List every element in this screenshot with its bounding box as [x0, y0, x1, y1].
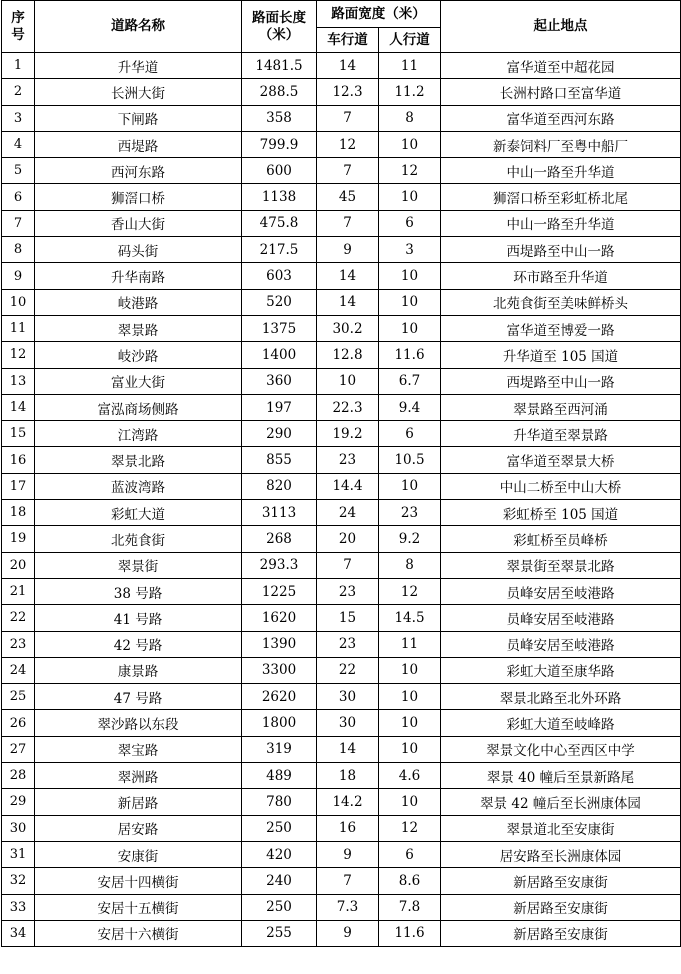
- cell-road-name: 升华南路: [35, 263, 242, 289]
- cell-serial: 19: [2, 526, 35, 552]
- table-row: [2, 552, 681, 578]
- cell-length: 1800: [242, 710, 317, 736]
- cell-length: 290: [242, 421, 317, 447]
- cell-road-name: 42 号路: [35, 631, 242, 657]
- cell-carriageway: 9: [317, 841, 379, 867]
- cell-road-name: 康景路: [35, 657, 242, 683]
- cell-start-end: 员峰安居至岐港路: [441, 631, 681, 657]
- cell-start-end: 西堤路至中山一路: [441, 237, 681, 263]
- cell-carriageway: 19.2: [317, 421, 379, 447]
- cell-sidewalk: 4.6: [379, 763, 441, 789]
- cell-carriageway: 14: [317, 289, 379, 315]
- cell-serial: 13: [2, 368, 35, 394]
- cell-length: 268: [242, 526, 317, 552]
- cell-sidewalk: 6.7: [379, 368, 441, 394]
- cell-carriageway: 22: [317, 657, 379, 683]
- table-row: [2, 868, 681, 894]
- cell-serial: 9: [2, 263, 35, 289]
- cell-length: 1481.5: [242, 53, 317, 79]
- cell-length: 1400: [242, 342, 317, 368]
- cell-start-end: 新泰饲料厂至粤中船厂: [441, 131, 681, 157]
- cell-road-name: 西河东路: [35, 158, 242, 184]
- cell-carriageway: 30.2: [317, 315, 379, 341]
- cell-road-name: 岐沙路: [35, 342, 242, 368]
- cell-road-name: 翠景路: [35, 315, 242, 341]
- cell-start-end: 中山一路至升华道: [441, 158, 681, 184]
- table-row: [2, 736, 681, 762]
- cell-length: 603: [242, 263, 317, 289]
- cell-sidewalk: 11: [379, 631, 441, 657]
- table-row: [2, 342, 681, 368]
- cell-road-name: 长洲大街: [35, 79, 242, 105]
- table-row: [2, 394, 681, 420]
- header-road-name: 道路名称: [35, 1, 242, 53]
- cell-sidewalk: 9.4: [379, 394, 441, 420]
- cell-start-end: 狮滘口桥至彩虹桥北尾: [441, 184, 681, 210]
- cell-length: 217.5: [242, 237, 317, 263]
- cell-start-end: 翠景文化中心至西区中学: [441, 736, 681, 762]
- table-row: [2, 578, 681, 604]
- cell-start-end: 北苑食街至美味鲜桥头: [441, 289, 681, 315]
- table-row: [2, 684, 681, 710]
- cell-start-end: 翠景 42 幢后至长洲康体园: [441, 789, 681, 815]
- cell-length: 600: [242, 158, 317, 184]
- cell-length: 255: [242, 920, 317, 946]
- cell-sidewalk: 10: [379, 315, 441, 341]
- cell-start-end: 翠景路至西河涌: [441, 394, 681, 420]
- cell-serial: 29: [2, 789, 35, 815]
- cell-carriageway: 15: [317, 605, 379, 631]
- cell-length: 358: [242, 105, 317, 131]
- cell-sidewalk: 11.6: [379, 920, 441, 946]
- cell-road-name: 西堤路: [35, 131, 242, 157]
- cell-start-end: 长洲村路口至富华道: [441, 79, 681, 105]
- table-row: [2, 158, 681, 184]
- cell-start-end: 居安路至长洲康体园: [441, 841, 681, 867]
- cell-length: 1375: [242, 315, 317, 341]
- cell-start-end: 彩虹大道至岐峰路: [441, 710, 681, 736]
- header-sidewalk: 人行道: [379, 28, 441, 53]
- cell-sidewalk: 14.5: [379, 605, 441, 631]
- cell-road-name: 蓝波湾路: [35, 473, 242, 499]
- table-row: [2, 237, 681, 263]
- cell-serial: 5: [2, 158, 35, 184]
- cell-carriageway: 9: [317, 237, 379, 263]
- header-length: 路面长度（米）: [242, 1, 317, 53]
- table-row: [2, 315, 681, 341]
- cell-sidewalk: 10.5: [379, 447, 441, 473]
- cell-carriageway: 24: [317, 500, 379, 526]
- cell-start-end: 新居路至安康街: [441, 920, 681, 946]
- cell-start-end: 升华道至翠景路: [441, 421, 681, 447]
- cell-start-end: 彩虹桥至员峰桥: [441, 526, 681, 552]
- cell-serial: 23: [2, 631, 35, 657]
- cell-sidewalk: 23: [379, 500, 441, 526]
- cell-serial: 25: [2, 684, 35, 710]
- table-row: [2, 53, 681, 79]
- roads-table: [1, 0, 681, 947]
- cell-serial: 12: [2, 342, 35, 368]
- cell-start-end: 富华道至中超花园: [441, 53, 681, 79]
- table-row: [2, 473, 681, 499]
- cell-sidewalk: 10: [379, 736, 441, 762]
- table-row: [2, 79, 681, 105]
- cell-road-name: 新居路: [35, 789, 242, 815]
- table-row: [2, 763, 681, 789]
- cell-carriageway: 45: [317, 184, 379, 210]
- cell-sidewalk: 11.6: [379, 342, 441, 368]
- cell-length: 240: [242, 868, 317, 894]
- cell-length: 799.9: [242, 131, 317, 157]
- cell-carriageway: 16: [317, 815, 379, 841]
- cell-road-name: 安居十四横街: [35, 868, 242, 894]
- cell-road-name: 狮滘口桥: [35, 184, 242, 210]
- cell-start-end: 西堤路至中山一路: [441, 368, 681, 394]
- cell-length: 2620: [242, 684, 317, 710]
- cell-serial: 18: [2, 500, 35, 526]
- header-width-group: 路面宽度（米）: [317, 1, 441, 28]
- cell-sidewalk: 8: [379, 552, 441, 578]
- cell-serial: 28: [2, 763, 35, 789]
- cell-road-name: 下闸路: [35, 105, 242, 131]
- cell-length: 293.3: [242, 552, 317, 578]
- cell-sidewalk: 12: [379, 158, 441, 184]
- cell-road-name: 翠景街: [35, 552, 242, 578]
- cell-sidewalk: 9.2: [379, 526, 441, 552]
- cell-road-name: 北苑食街: [35, 526, 242, 552]
- table-row: [2, 815, 681, 841]
- cell-length: 1620: [242, 605, 317, 631]
- cell-length: 197: [242, 394, 317, 420]
- cell-start-end: 升华道至 105 国道: [441, 342, 681, 368]
- cell-start-end: 富华道至博爱一路: [441, 315, 681, 341]
- cell-length: 520: [242, 289, 317, 315]
- cell-sidewalk: 11.2: [379, 79, 441, 105]
- cell-start-end: 翠景道北至安康街: [441, 815, 681, 841]
- cell-sidewalk: 6: [379, 210, 441, 236]
- cell-carriageway: 14.4: [317, 473, 379, 499]
- cell-carriageway: 14: [317, 736, 379, 762]
- cell-sidewalk: 10: [379, 789, 441, 815]
- cell-road-name: 彩虹大道: [35, 500, 242, 526]
- cell-length: 820: [242, 473, 317, 499]
- cell-length: 3113: [242, 500, 317, 526]
- cell-carriageway: 14: [317, 263, 379, 289]
- cell-serial: 27: [2, 736, 35, 762]
- cell-sidewalk: 10: [379, 184, 441, 210]
- cell-serial: 14: [2, 394, 35, 420]
- cell-serial: 11: [2, 315, 35, 341]
- cell-start-end: 员峰安居至岐港路: [441, 605, 681, 631]
- cell-road-name: 富业大街: [35, 368, 242, 394]
- cell-serial: 21: [2, 578, 35, 604]
- cell-road-name: 香山大街: [35, 210, 242, 236]
- cell-sidewalk: 6: [379, 841, 441, 867]
- cell-sidewalk: 6: [379, 421, 441, 447]
- cell-road-name: 47 号路: [35, 684, 242, 710]
- cell-road-name: 38 号路: [35, 578, 242, 604]
- cell-sidewalk: 10: [379, 710, 441, 736]
- cell-carriageway: 7: [317, 105, 379, 131]
- cell-carriageway: 20: [317, 526, 379, 552]
- table-row: [2, 105, 681, 131]
- cell-start-end: 富华道至西河东路: [441, 105, 681, 131]
- cell-road-name: 富泓商场侧路: [35, 394, 242, 420]
- cell-carriageway: 23: [317, 447, 379, 473]
- cell-length: 1138: [242, 184, 317, 210]
- table-row: [2, 657, 681, 683]
- cell-serial: 15: [2, 421, 35, 447]
- cell-road-name: 安居十六横街: [35, 920, 242, 946]
- cell-length: 855: [242, 447, 317, 473]
- cell-serial: 4: [2, 131, 35, 157]
- cell-sidewalk: 8: [379, 105, 441, 131]
- cell-sidewalk: 12: [379, 578, 441, 604]
- cell-start-end: 翠景 40 幢后至景新路尾: [441, 763, 681, 789]
- cell-sidewalk: 10: [379, 289, 441, 315]
- cell-serial: 26: [2, 710, 35, 736]
- cell-length: 1225: [242, 578, 317, 604]
- cell-carriageway: 7: [317, 552, 379, 578]
- table-row: [2, 920, 681, 946]
- table-row: [2, 289, 681, 315]
- cell-carriageway: 7: [317, 868, 379, 894]
- cell-start-end: 中山二桥至中山大桥: [441, 473, 681, 499]
- cell-road-name: 翠宝路: [35, 736, 242, 762]
- cell-serial: 17: [2, 473, 35, 499]
- cell-length: 319: [242, 736, 317, 762]
- cell-length: 250: [242, 815, 317, 841]
- cell-serial: 34: [2, 920, 35, 946]
- cell-length: 780: [242, 789, 317, 815]
- cell-serial: 24: [2, 657, 35, 683]
- cell-start-end: 彩虹桥至 105 国道: [441, 500, 681, 526]
- table-row: [2, 210, 681, 236]
- cell-sidewalk: 10: [379, 473, 441, 499]
- cell-sidewalk: 10: [379, 684, 441, 710]
- cell-carriageway: 30: [317, 684, 379, 710]
- cell-sidewalk: 11: [379, 53, 441, 79]
- cell-carriageway: 18: [317, 763, 379, 789]
- cell-road-name: 码头街: [35, 237, 242, 263]
- header-carriageway: 车行道: [317, 28, 379, 53]
- cell-serial: 8: [2, 237, 35, 263]
- cell-carriageway: 7.3: [317, 894, 379, 920]
- table-row: [2, 789, 681, 815]
- cell-start-end: 翠景街至翠景北路: [441, 552, 681, 578]
- cell-start-end: 中山一路至升华道: [441, 210, 681, 236]
- cell-road-name: 居安路: [35, 815, 242, 841]
- cell-road-name: 升华道: [35, 53, 242, 79]
- cell-road-name: 岐港路: [35, 289, 242, 315]
- table-row: [2, 894, 681, 920]
- header-start-end: 起止地点: [441, 1, 681, 53]
- cell-carriageway: 9: [317, 920, 379, 946]
- cell-serial: 20: [2, 552, 35, 578]
- cell-road-name: 江湾路: [35, 421, 242, 447]
- table-row: [2, 447, 681, 473]
- table-row: [2, 841, 681, 867]
- cell-start-end: 翠景北路至北外环路: [441, 684, 681, 710]
- cell-sidewalk: 3: [379, 237, 441, 263]
- cell-length: 489: [242, 763, 317, 789]
- cell-road-name: 翠洲路: [35, 763, 242, 789]
- cell-start-end: 环市路至升华道: [441, 263, 681, 289]
- cell-carriageway: 7: [317, 158, 379, 184]
- cell-carriageway: 12: [317, 131, 379, 157]
- cell-serial: 2: [2, 79, 35, 105]
- table-row: [2, 631, 681, 657]
- cell-serial: 33: [2, 894, 35, 920]
- cell-serial: 7: [2, 210, 35, 236]
- cell-start-end: 新居路至安康街: [441, 894, 681, 920]
- cell-length: 360: [242, 368, 317, 394]
- cell-carriageway: 23: [317, 631, 379, 657]
- table-row: [2, 184, 681, 210]
- cell-carriageway: 23: [317, 578, 379, 604]
- cell-sidewalk: 10: [379, 657, 441, 683]
- cell-start-end: 新居路至安康街: [441, 868, 681, 894]
- cell-sidewalk: 10: [379, 131, 441, 157]
- cell-carriageway: 10: [317, 368, 379, 394]
- cell-serial: 31: [2, 841, 35, 867]
- cell-serial: 22: [2, 605, 35, 631]
- table-row: [2, 368, 681, 394]
- cell-sidewalk: 12: [379, 815, 441, 841]
- cell-road-name: 翠沙路以东段: [35, 710, 242, 736]
- table-body: [2, 53, 681, 947]
- table-row: [2, 710, 681, 736]
- cell-sidewalk: 10: [379, 263, 441, 289]
- table-row: [2, 605, 681, 631]
- cell-length: 475.8: [242, 210, 317, 236]
- cell-length: 3300: [242, 657, 317, 683]
- cell-length: 420: [242, 841, 317, 867]
- cell-start-end: 彩虹大道至康华路: [441, 657, 681, 683]
- cell-carriageway: 22.3: [317, 394, 379, 420]
- cell-carriageway: 30: [317, 710, 379, 736]
- cell-road-name: 安居十五横街: [35, 894, 242, 920]
- cell-start-end: 员峰安居至岐港路: [441, 578, 681, 604]
- cell-carriageway: 14.2: [317, 789, 379, 815]
- table-row: [2, 263, 681, 289]
- cell-road-name: 41 号路: [35, 605, 242, 631]
- table-header: [2, 1, 681, 53]
- table-row: [2, 421, 681, 447]
- table-row: [2, 526, 681, 552]
- cell-serial: 16: [2, 447, 35, 473]
- cell-length: 250: [242, 894, 317, 920]
- cell-length: 288.5: [242, 79, 317, 105]
- cell-serial: 32: [2, 868, 35, 894]
- cell-road-name: 翠景北路: [35, 447, 242, 473]
- cell-sidewalk: 7.8: [379, 894, 441, 920]
- cell-carriageway: 7: [317, 210, 379, 236]
- cell-sidewalk: 8.6: [379, 868, 441, 894]
- cell-serial: 10: [2, 289, 35, 315]
- cell-serial: 3: [2, 105, 35, 131]
- cell-road-name: 安康街: [35, 841, 242, 867]
- cell-length: 1390: [242, 631, 317, 657]
- cell-carriageway: 14: [317, 53, 379, 79]
- cell-serial: 30: [2, 815, 35, 841]
- cell-carriageway: 12.8: [317, 342, 379, 368]
- cell-serial: 1: [2, 53, 35, 79]
- cell-carriageway: 12.3: [317, 79, 379, 105]
- cell-start-end: 富华道至翠景大桥: [441, 447, 681, 473]
- header-serial: 序号: [2, 1, 35, 53]
- cell-serial: 6: [2, 184, 35, 210]
- table-row: [2, 131, 681, 157]
- table-row: [2, 500, 681, 526]
